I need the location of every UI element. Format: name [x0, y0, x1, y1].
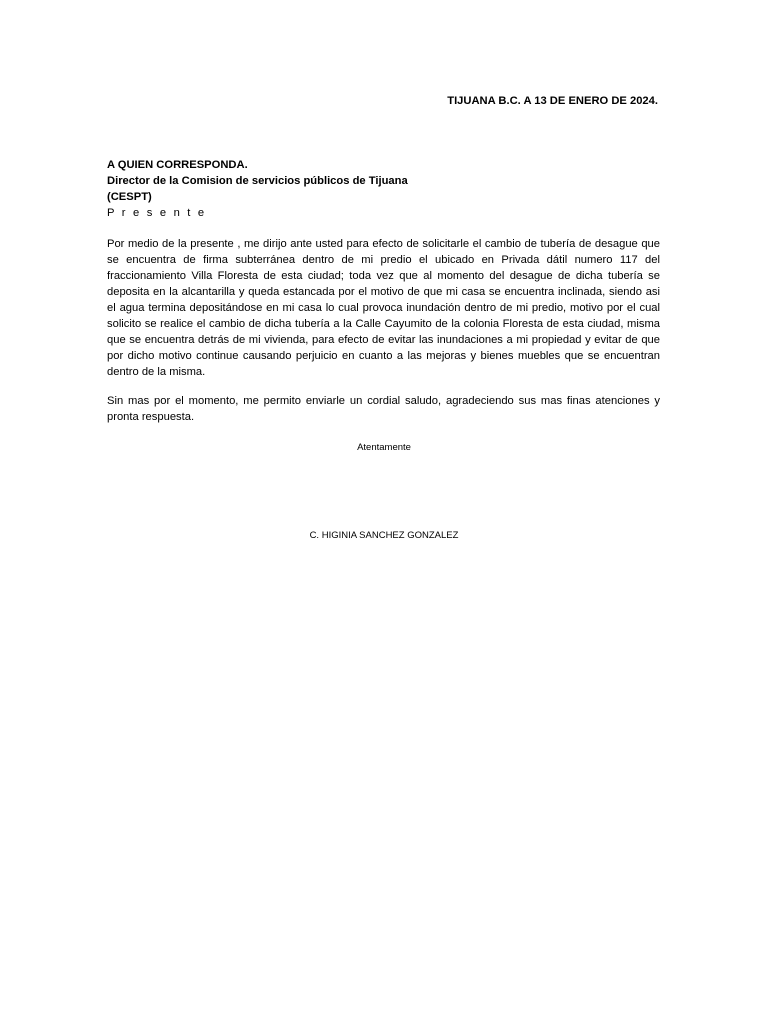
recipient-organization: (CESPT)	[107, 191, 152, 203]
recipient-title: Director de la Comision de servicios públicos de Tijuana	[107, 175, 408, 187]
date-line: TIJUANA B.C. A 13 DE ENERO DE 2024.	[447, 95, 658, 107]
closing-word: Atentamente	[357, 442, 411, 453]
recipient-salutation: A QUIEN CORRESPONDA.	[107, 159, 248, 171]
body-paragraph-request: Por medio de la presente , me dirijo ante usted para efecto de solicitarle el cambio de tubería de desague que se encuentra de firma subterránea dentro de mi predio el ubicado en Privada dátil numero 117 del fraccionamiento Villa Floresta de esta ciudad; toda vez que al momento del desague de dicha tubería se deposita en la alcantarilla y queda estancada por el motivo de que mi casa se encuentra inclinada, siendo asi el agua termina depositándose en mi casa lo cual provoca inundación dentro de mi predio, motivo por el cual solicito se realice el cambio de dicha tubería a la Calle Cayumito de la colonia Floresta de esta ciudad, misma que se encuentra detrás de mi vivienda, para efecto de evitar las inundaciones a mi propiedad y evitar de que por dicho motivo continue causando perjuicio en cuanto a las mejoras y bienes muebles que se encuentran dentro de la misma.	[107, 238, 660, 378]
signature-name: C. HIGINIA SANCHEZ GONZALEZ	[309, 530, 459, 541]
recipient-block	[107, 157, 667, 221]
recipient-presente: P r e s e n t e	[107, 207, 207, 219]
body-paragraph-closing: Sin mas por el momento, me permito enviarle un cordial saludo, agradeciendo sus mas finas atenciones y pronta respuesta.	[107, 395, 660, 423]
